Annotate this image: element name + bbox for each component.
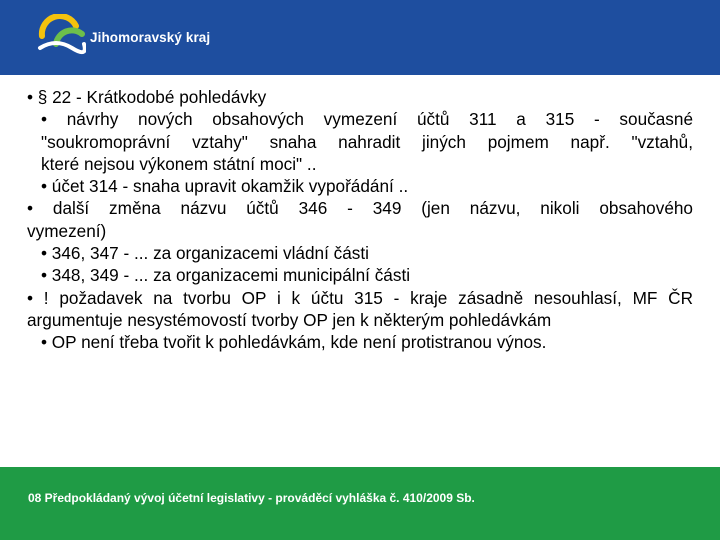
footer-caption: 08 Předpokládaný vývoj účetní legislativy - prováděcí vyhláška č. 410/2009 Sb.	[28, 491, 475, 505]
bullet-line-4: které nejsou výkonem státní moci" ..	[41, 153, 317, 174]
bullet-line-10: • ! požadavek na tvorbu OP i k účtu 315 - kraje zásadně nesouhlasí, MF ČR	[27, 287, 693, 308]
bullet-line-11: argumentuje nesystémovostí tvorby OP jen k některým pohledávkám	[27, 309, 552, 330]
bullet-line-1: • § 22 - Krátkodobé pohledávky	[27, 87, 267, 107]
bullet-line-3: "soukromoprávní vztahy" snaha nahradit jiných pojmem např. "vztahů,	[41, 131, 693, 152]
bullet-line-5: • účet 314 - snaha upravit okamžik vypořádání ..	[41, 176, 409, 197]
bullet-line-8: • 346, 347 - ... za organizacemi vládní části	[41, 243, 369, 264]
header-bar	[0, 0, 720, 75]
bullet-line-6: • další změna názvu účtů 346 - 349 (jen názvu, nikoli obsahového	[27, 198, 693, 219]
bullet-line-12: • OP není třeba tvořit k pohledávkám, kde není protistranou výnos.	[41, 332, 547, 353]
jihomoravsky-kraj-logo-icon	[36, 14, 86, 56]
bullet-line-2: • návrhy nových obsahových vymezení účtů 311 a 315 - současné	[41, 109, 693, 130]
brand-name: Jihomoravský kraj	[90, 30, 211, 45]
bullet-line-7: vymezení)	[27, 220, 107, 241]
slide-content	[27, 86, 693, 354]
bullet-line-9: • 348, 349 - ... za organizacemi municipální části	[41, 265, 411, 286]
